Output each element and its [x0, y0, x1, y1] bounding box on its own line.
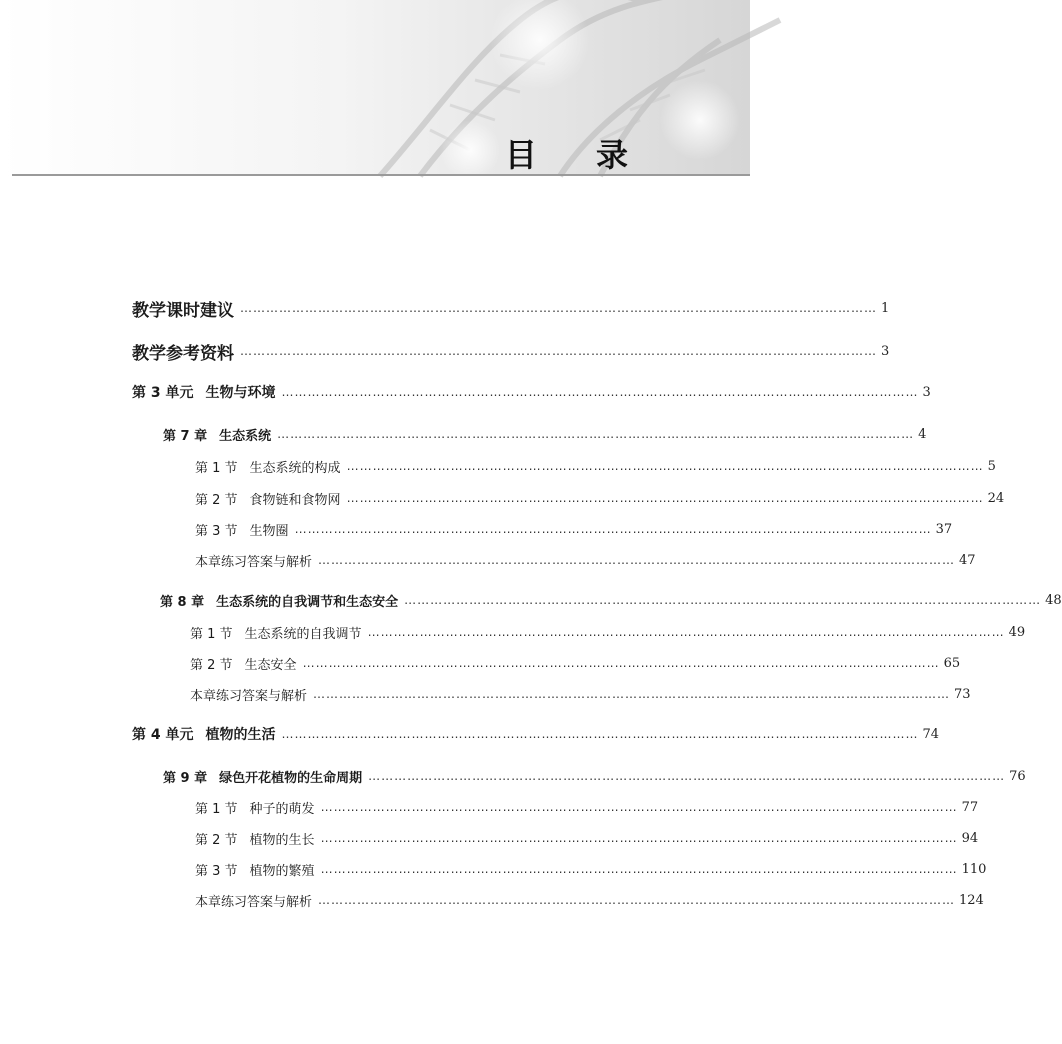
toc-entry-section[interactable]	[195, 888, 984, 912]
dot-leader: …………………………………………………………………………………………………………………………………	[346, 491, 984, 505]
dot-leader: …………………………………………………………………………………………………………………………………	[281, 385, 919, 399]
toc-entry-chapter[interactable]	[160, 588, 1062, 612]
dot-leader: …………………………………………………………………………………………………………………………………	[240, 344, 877, 358]
toc-page-number: 94	[961, 830, 979, 846]
toc-entry-section[interactable]	[195, 826, 979, 850]
dot-leader: …………………………………………………………………………………………………………………………………	[368, 769, 1006, 783]
dot-leader: …………………………………………………………………………………………………………………………………	[302, 656, 940, 670]
toc-entry-title: 第 7 章 生态系统	[163, 428, 272, 444]
dot-leader: …………………………………………………………………………………………………………………………………	[404, 593, 1042, 607]
toc-page-number: 4	[918, 426, 927, 442]
toc-entry-section[interactable]	[190, 682, 971, 706]
page-title: 目 录	[504, 136, 652, 174]
toc-entry-section[interactable]	[190, 620, 1026, 644]
toc-entry-title: 第 1 节 生态系统的构成	[195, 460, 341, 476]
toc-page-number: 73	[954, 686, 971, 702]
toc-entry-title: 第 3 节 植物的繁殖	[195, 863, 315, 879]
toc-entry-section[interactable]	[195, 795, 979, 819]
toc-entry-chapter[interactable]	[163, 764, 1026, 788]
toc-page-number: 124	[959, 892, 984, 908]
toc-entry-section[interactable]	[195, 454, 996, 478]
toc-entry-title: 本章练习答案与解析	[195, 894, 313, 910]
dot-leader: …………………………………………………………………………………………………………………………………	[277, 427, 915, 441]
toc-page-number: 3	[922, 384, 931, 400]
toc-entry-section[interactable]	[190, 651, 961, 675]
toc-page-number: 77	[961, 799, 979, 815]
toc-page-number: 49	[1008, 624, 1026, 640]
toc-page-number: 1	[881, 300, 890, 316]
dot-leader: …………………………………………………………………………………………………………………………………	[294, 522, 932, 536]
toc-entry-title: 第 2 节 植物的生长	[195, 832, 315, 848]
toc-entry-chapter[interactable]	[163, 422, 927, 446]
toc-entry-title: 教学参考资料	[132, 343, 234, 364]
toc-entry-title: 第 9 章 绿色开花植物的生命周期	[163, 770, 363, 786]
dot-leader: …………………………………………………………………………………………………………………………………	[320, 800, 958, 814]
toc-entry[interactable]	[132, 296, 890, 321]
dot-leader: …………………………………………………………………………………………………………………………………	[281, 727, 919, 741]
dot-leader: …………………………………………………………………………………………………………………………………	[367, 625, 1005, 639]
dot-leader: …………………………………………………………………………………………………………………………………	[240, 301, 877, 315]
toc-entry-section[interactable]	[195, 486, 1005, 510]
toc-entry-title: 第 1 节 生态系统的自我调节	[190, 626, 362, 642]
toc-entry-title: 本章练习答案与解析	[190, 688, 308, 704]
toc-page-number: 76	[1009, 768, 1026, 784]
toc-page-number: 110	[961, 861, 987, 877]
toc-entry[interactable]	[132, 339, 890, 364]
toc-entry-section[interactable]	[195, 548, 976, 572]
toc-entry-unit[interactable]	[132, 380, 931, 404]
toc-entry-section[interactable]	[195, 517, 953, 541]
toc-page-number: 74	[922, 726, 940, 742]
toc-entry-title: 第 1 节 种子的萌发	[195, 801, 315, 817]
toc-entry-title: 第 3 单元 生物与环境	[132, 385, 276, 401]
toc-entry-title: 第 4 单元 植物的生活	[132, 727, 276, 743]
toc-page-number: 47	[959, 552, 976, 568]
dot-leader: …………………………………………………………………………………………………………………………………	[313, 687, 951, 701]
toc-entry-title: 第 2 节 食物链和食物网	[195, 492, 341, 508]
toc-entry-title: 第 2 节 生态安全	[190, 657, 297, 673]
toc-entry-unit[interactable]	[132, 722, 940, 746]
dot-leader: …………………………………………………………………………………………………………………………………	[320, 862, 958, 876]
dot-leader: …………………………………………………………………………………………………………………………………	[318, 893, 956, 907]
toc-page-number: 48	[1045, 592, 1062, 608]
toc-entry-title: 本章练习答案与解析	[195, 554, 313, 570]
dot-leader: …………………………………………………………………………………………………………………………………	[320, 831, 958, 845]
toc-page-number: 65	[943, 655, 961, 671]
toc-page-number: 37	[935, 521, 953, 537]
toc-page-number: 3	[881, 343, 890, 359]
toc-entry-title: 教学课时建议	[132, 300, 234, 321]
toc-entry-section[interactable]	[195, 857, 987, 881]
dot-leader: …………………………………………………………………………………………………………………………………	[346, 459, 984, 473]
toc-page-number: 24	[987, 490, 1005, 506]
toc-entry-title: 第 8 章 生态系统的自我调节和生态安全	[160, 594, 399, 610]
toc-page-number: 5	[987, 458, 996, 474]
dot-leader: …………………………………………………………………………………………………………………………………	[318, 553, 956, 567]
toc-entry-title: 第 3 节 生物圈	[195, 523, 289, 539]
